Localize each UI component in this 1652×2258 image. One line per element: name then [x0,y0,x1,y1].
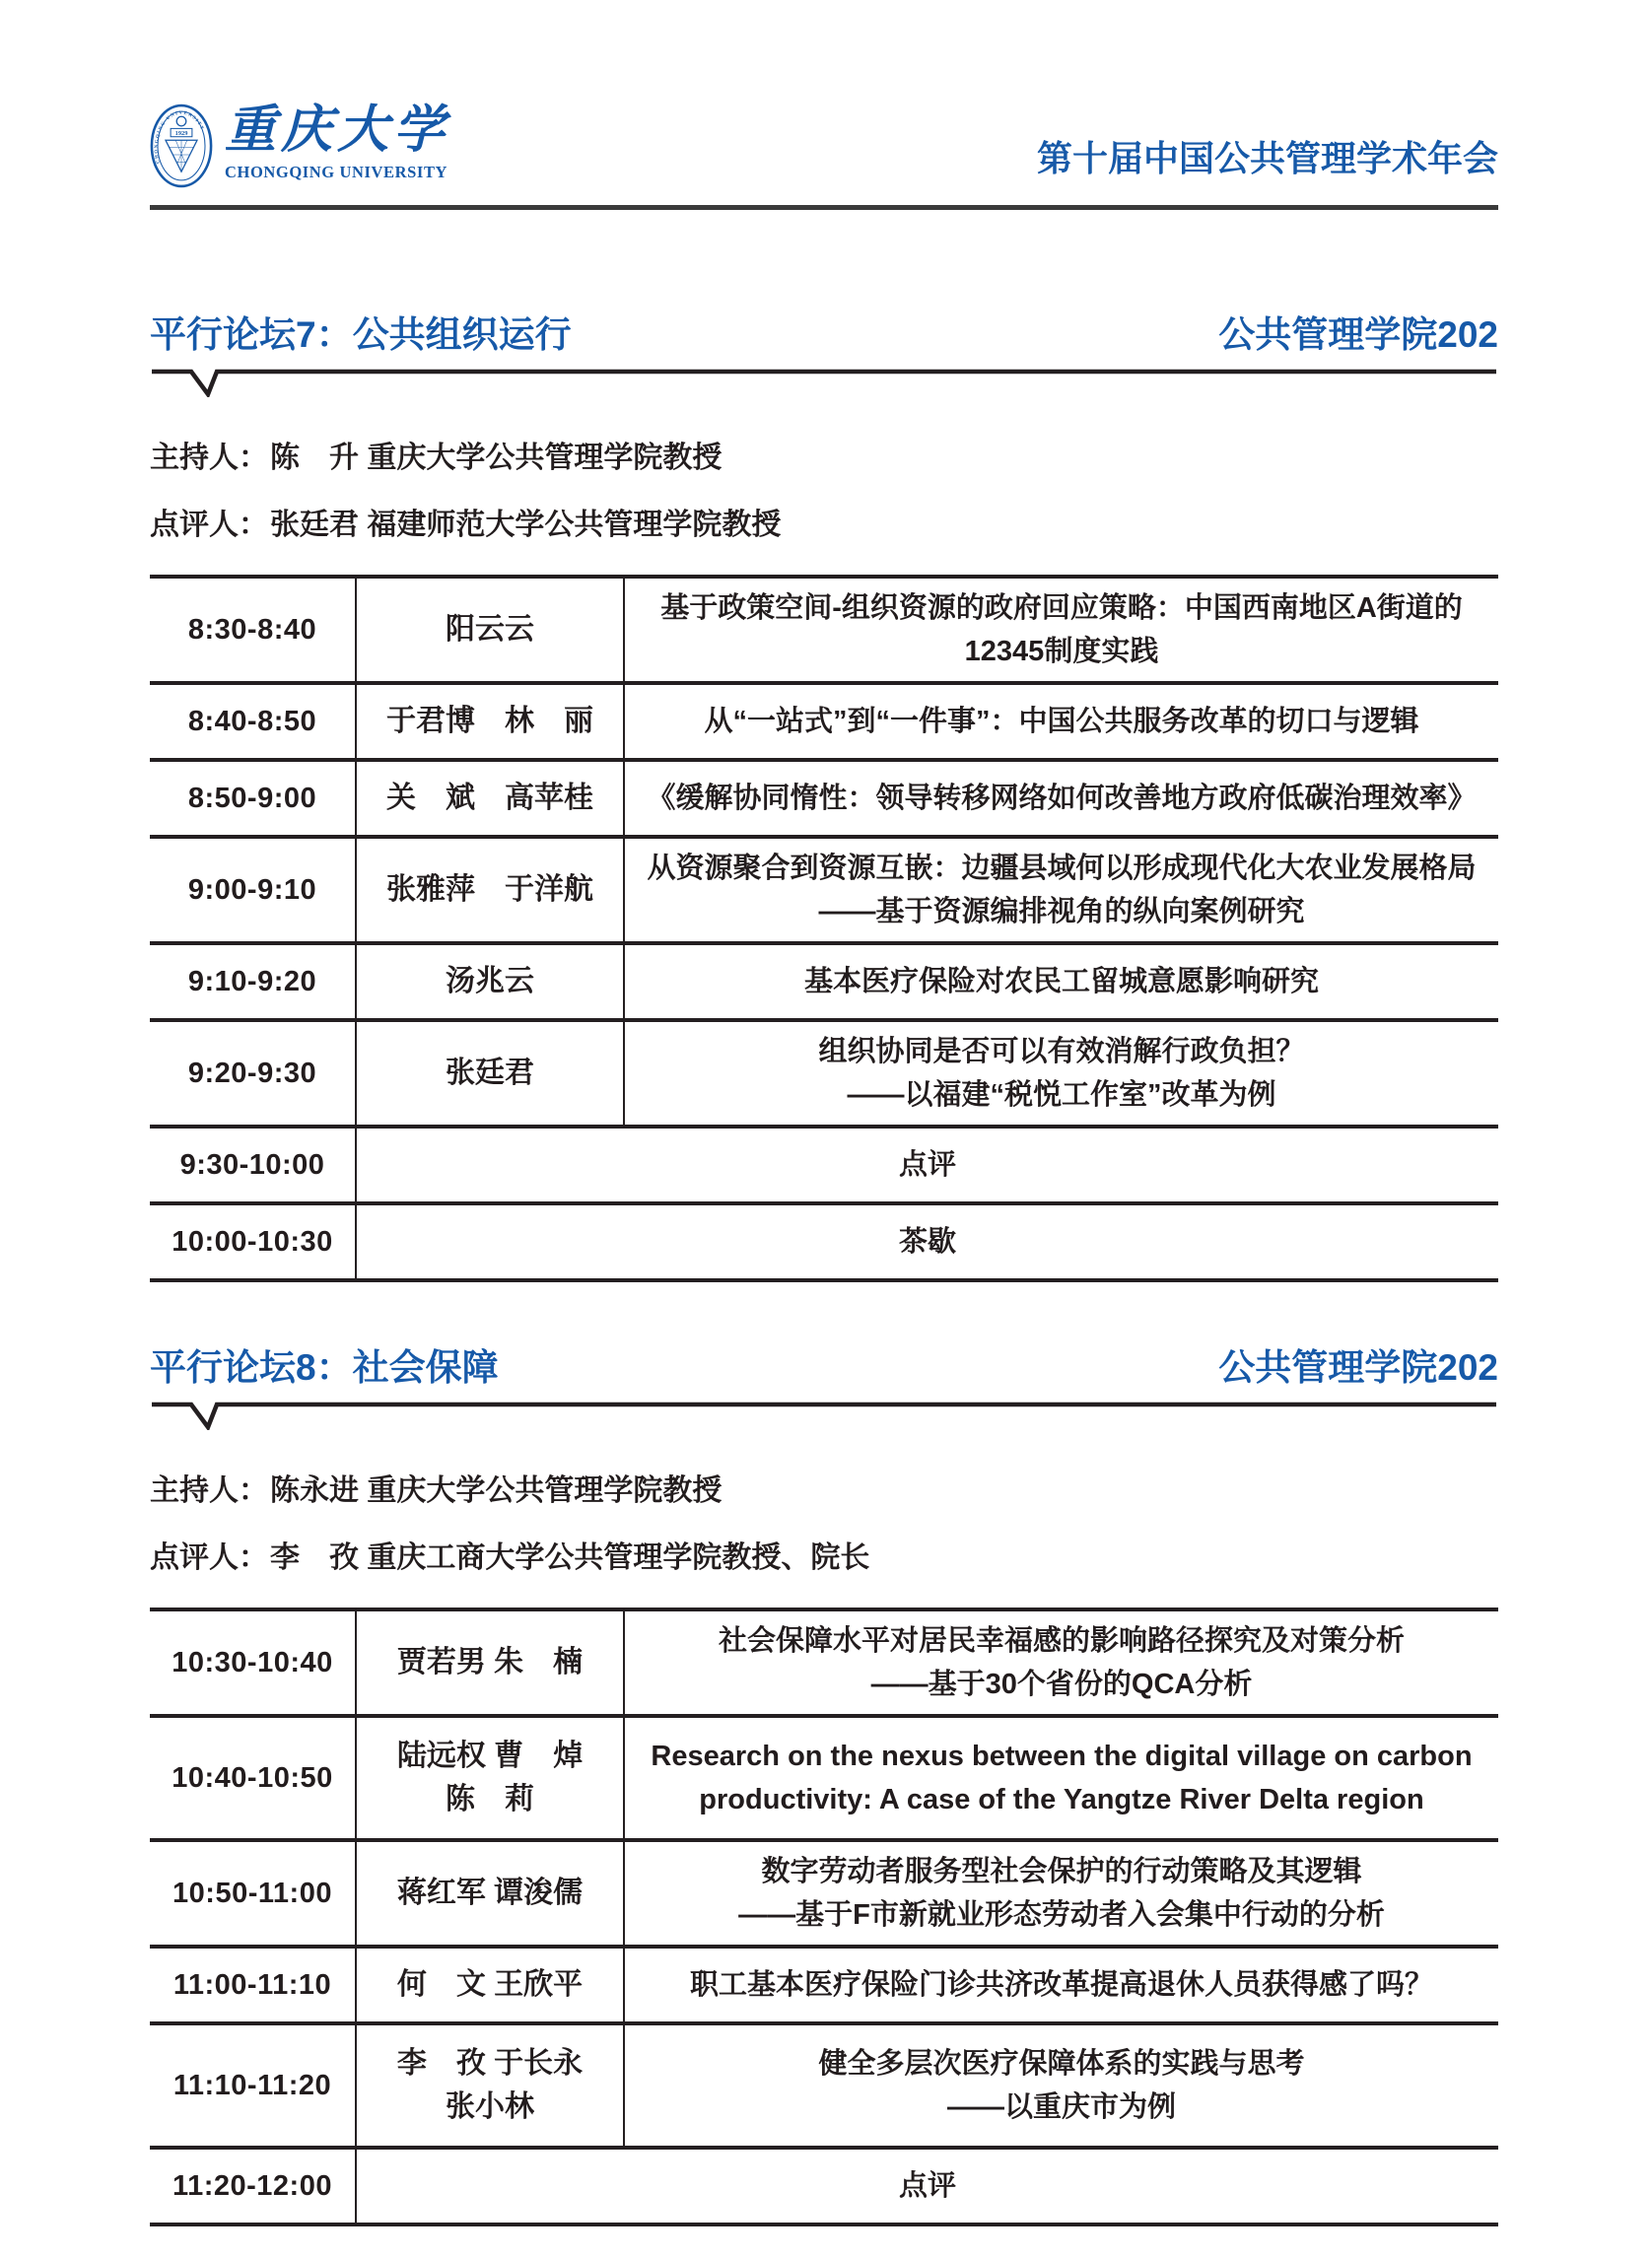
name-line: 李 孜 于长永 [396,2047,584,2080]
names-cell [355,2025,623,2146]
table-row [150,1611,1498,1718]
seal-ring-text: CHONGQING UNIVERSITY [154,110,205,165]
title-line: ——以重庆市为例 [946,2091,1176,2123]
names-cell [355,579,623,681]
host-value: 陈永进 重庆大学公共管理学院教授 [270,1474,723,1507]
time-cell: 8:30-8:40 [187,613,317,646]
university-seal-icon [150,103,213,189]
time-cell: 11:10-11:20 [172,2069,332,2101]
title-cell [355,1129,1498,1201]
name-line: 蒋红军 谭浚儒 [396,1877,584,1909]
name-line: 张雅萍 于洋航 [386,873,593,906]
names-cell [355,1842,623,1945]
time-cell: 9:20-9:30 [187,1057,317,1089]
name-line: 阳云云 [446,613,534,646]
title-line: 基于政策空间-组织资源的政府回应策略：中国西南地区A街道的 [660,592,1463,624]
name-line: 陈 莉 [446,1783,534,1815]
schedule-table-forum-8 [150,1608,1498,2226]
name-line: 于君博 林 丽 [386,705,593,737]
name-line: 贾若男 朱 楠 [396,1646,584,1678]
title-cell [623,945,1498,1018]
table-row [150,1842,1498,1949]
title-cell [355,1205,1498,1278]
name-line: 陆远权 曹 焯 [396,1740,584,1772]
table-row [150,1205,1498,1278]
reviewer-label: 点评人： [150,1541,268,1574]
title-line: Research on the nexus between the digital village on carbon [651,1741,1473,1772]
time-cell: 8:50-9:00 [187,782,317,814]
names-cell [355,1022,623,1125]
name-line: 汤兆云 [446,965,534,997]
forum-title: 平行论坛7：公共组织运行 [150,314,572,355]
name-line: 何 文 王欣平 [396,1968,584,2001]
forum-8-header [150,1337,1498,1391]
title-cell [623,839,1498,941]
table-row [150,839,1498,945]
names-cell [355,1718,623,1838]
forum-venue: 公共管理学院202 [1218,1347,1498,1388]
time-cell: 9:10-9:20 [187,965,317,997]
title-line: 从“一站式”到“一件事”：中国公共服务改革的切口与逻辑 [704,706,1419,737]
title-line: ——基于30个省份的QCA分析 [870,1669,1253,1700]
title-cell [623,2025,1498,2146]
reviewer-value: 李 孜 重庆工商大学公共管理学院教授、院长 [270,1541,870,1574]
forum-section-7 [150,305,1498,1282]
title-line: ——以福建“税悦工作室”改革为例 [847,1079,1276,1111]
host-value: 陈 升 重庆大学公共管理学院教授 [270,442,723,474]
reviewer-label: 点评人： [150,509,268,541]
table-row [150,762,1498,839]
header [150,0,1498,189]
title-cell [623,762,1498,835]
time-cell: 8:40-8:50 [187,705,317,737]
title-cell [623,579,1498,681]
title-cell [623,1022,1498,1125]
name-line: 张廷君 [446,1057,534,1089]
time-cell: 9:00-9:10 [187,873,317,906]
title-line: ——基于资源编排视角的纵向案例研究 [818,896,1305,927]
names-cell [355,685,623,758]
time-cell: 10:40-10:50 [172,1761,333,1794]
reviewer-row [150,1533,1498,1576]
title-line: 12345制度实践 [964,636,1159,667]
host-label: 主持人： [150,1474,268,1507]
forum-title: 平行论坛8：社会保障 [150,1347,499,1388]
title-line: 基本医疗保险对农民工留城意愿影响研究 [803,966,1319,997]
title-line: 从资源聚合到资源互嵌：边疆县域何以形成现代化大农业发展格局 [647,853,1477,884]
forum-7-header [150,305,1498,358]
title-line: 健全多层次医疗保障体系的实践与思考 [818,2048,1305,2080]
title-cell [355,2150,1498,2223]
table-row [150,579,1498,685]
svg-text:CHONGQING UNIVERSITY [155,111,205,165]
table-row [150,1949,1498,2025]
title-line: 职工基本医疗保险门诊共济改革提高退休人员获得感了吗？ [689,1969,1433,2001]
names-cell [355,839,623,941]
host-row [150,433,1498,476]
university-logo [150,103,449,189]
time-cell: 10:30-10:40 [172,1646,333,1678]
table-row [150,685,1498,762]
title-cell [623,685,1498,758]
table-row [150,1718,1498,1842]
schedule-table-forum-7 [150,575,1498,1282]
title-cell [623,1611,1498,1714]
time-cell: 9:30-10:00 [179,1148,325,1181]
name-line: 关 斌 高苹桂 [386,782,593,814]
title-line: 点评 [898,2170,956,2202]
table-row [150,1022,1498,1129]
header-rule [150,205,1498,210]
table-row [150,1129,1498,1205]
reviewer-value: 张廷君 福建师范大学公共管理学院教授 [270,509,782,541]
title-line: 点评 [898,1149,956,1181]
title-line: productivity: A case of the Yangtze River Delta region [699,1784,1424,1815]
host-row [150,1466,1498,1509]
names-cell [355,945,623,1018]
host-label: 主持人： [150,442,268,474]
names-cell [355,762,623,835]
logo-text-block [225,103,449,182]
table-row [150,2025,1498,2150]
time-cell: 10:00-10:30 [172,1225,333,1258]
title-line: 组织协同是否可以有效消解行政负担？ [818,1036,1305,1067]
time-cell: 10:50-11:00 [172,1877,332,1909]
logo-university-en: CHONGQING UNIVERSITY [225,163,448,181]
title-line: 数字劳动者服务型社会保护的行动策略及其逻辑 [761,1856,1362,1887]
forum-section-8 [150,1337,1498,2226]
conference-title: 第十届中国公共管理学术年会 [1036,138,1498,178]
section-divider [150,368,1498,397]
seal-year: 1929 [174,129,188,137]
title-line: ——基于F市新就业形态劳动者入会集中行动的分析 [738,1899,1385,1931]
title-cell [623,1949,1498,2021]
time-cell: 11:00-11:10 [172,1968,332,2001]
table-row [150,2150,1498,2223]
forum-venue: 公共管理学院202 [1218,314,1498,355]
reviewer-row [150,500,1498,543]
title-cell [623,1842,1498,1945]
logo-calligraphy: 重庆大学 [225,103,450,159]
section-divider [150,1401,1498,1430]
title-cell [623,1718,1498,1838]
title-line: 茶歇 [898,1226,956,1258]
names-cell [355,1949,623,2021]
name-line: 张小林 [446,2090,534,2123]
title-line: 社会保障水平对居民幸福感的影响路径探究及对策分析 [718,1625,1405,1657]
names-cell [355,1611,623,1714]
table-row [150,945,1498,1022]
title-line: 《缓解协同惰性：领导转移网络如何改善地方政府低碳治理效率》 [647,783,1477,814]
time-cell: 11:20-12:00 [172,2169,332,2202]
